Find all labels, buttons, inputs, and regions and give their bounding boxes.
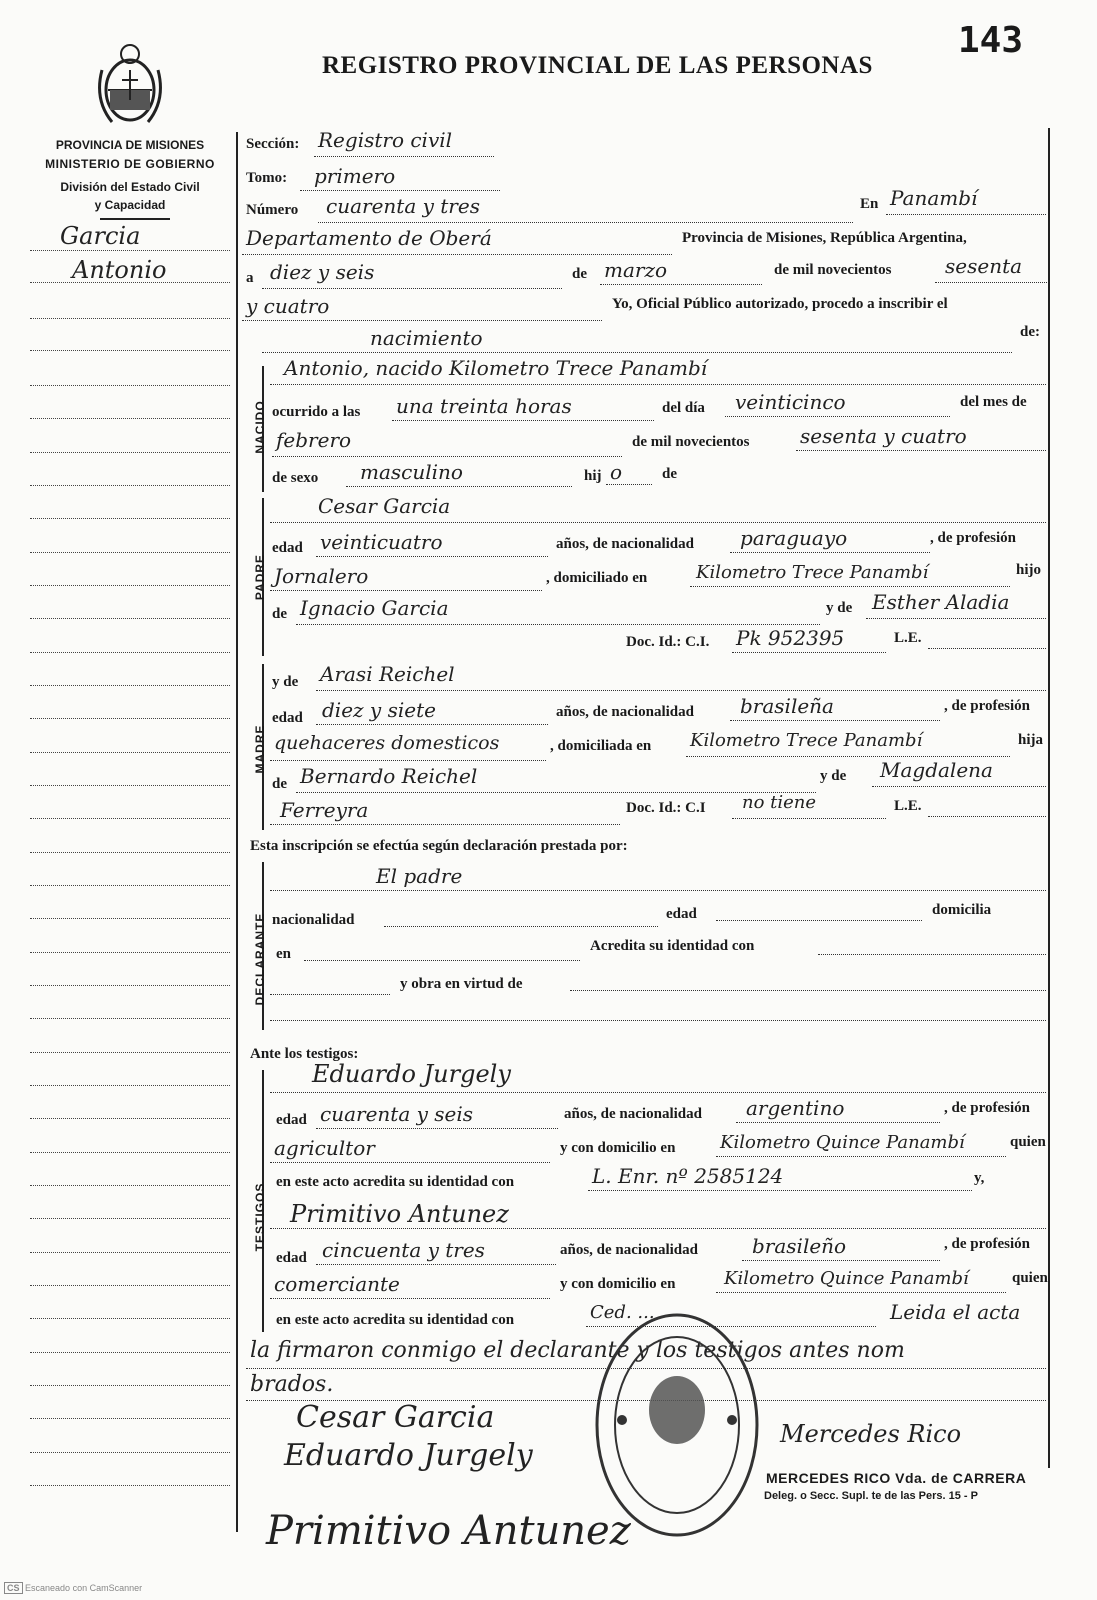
- nacido-de-label: de: [662, 466, 677, 482]
- official-stamp-name: MERCEDES RICO Vda. de CARRERA: [766, 1470, 1027, 1486]
- page-number: 143: [958, 20, 1024, 61]
- hora-value: una treinta horas: [396, 394, 572, 418]
- testigo2-edad-value: cincuenta y tres: [322, 1238, 485, 1262]
- official-stamp-role: Deleg. o Secc. Supl. te de las Pers. 15 - P: [764, 1490, 978, 1502]
- declarante-edad-label: edad: [666, 906, 697, 922]
- padre-nombre-value: Cesar Garcia: [318, 494, 451, 518]
- oficial-text: Yo, Oficial Público autorizado, procedo a inscribir el: [612, 296, 948, 312]
- anio-label: de mil novecientos: [774, 262, 892, 278]
- testigo1-nac-label: años, de nacionalidad: [564, 1106, 702, 1122]
- de-label: de: [572, 266, 587, 282]
- madre-padre-de-value: Bernardo Reichel: [300, 764, 478, 788]
- testigo2-dom-label: y con domicilio en: [560, 1276, 676, 1292]
- madre-edad-value: diez y siete: [322, 698, 436, 722]
- sexo-value: masculino: [360, 460, 463, 484]
- authority-line-2: MINISTERIO DE GOBIERNO: [45, 157, 215, 171]
- authority-line-4: y Capacidad: [94, 198, 166, 212]
- padre-edad-value: veinticuatro: [320, 530, 443, 554]
- acta-type-value: nacimiento: [370, 326, 483, 350]
- madre-doc-label: Doc. Id.: C.I: [626, 800, 706, 816]
- padre-dom-value: Kilometro Trece Panambí: [696, 562, 929, 583]
- madre-section-label: MADRE: [253, 724, 267, 774]
- signature-primitivo-antunez: Primitivo Antunez: [266, 1508, 631, 1554]
- scanner-watermark: [4, 1582, 142, 1594]
- dia-value: diez y seis: [270, 260, 375, 284]
- nacido-mes-value: febrero: [276, 428, 352, 452]
- madre-doc-value: no tiene: [742, 792, 817, 813]
- madre-edad-label: edad: [272, 710, 303, 726]
- provincia-label: Provincia de Misiones, República Argentina,: [682, 230, 967, 246]
- madre-y-de2-label: y de: [820, 768, 847, 784]
- testigo2-nac-label: años, de nacionalidad: [560, 1242, 698, 1258]
- nacido-anio-label: de mil novecientos: [632, 434, 750, 450]
- testigo1-acredita-label: en este acto acredita su identidad con: [276, 1174, 515, 1190]
- madre-prof-value: quehaceres domesticos: [274, 732, 500, 754]
- padre-edad-label: edad: [272, 540, 303, 556]
- padre-le-label: L.E.: [894, 630, 922, 646]
- left-frame-line: [236, 132, 238, 1532]
- anio-value-1: sesenta: [945, 254, 1023, 278]
- testigo2-edad-label: edad: [276, 1250, 307, 1266]
- testigo1-dom-label: y con domicilio en: [560, 1140, 676, 1156]
- padre-hijo-label: hijo: [1016, 562, 1042, 578]
- scanner-logo-icon: CS: [4, 1582, 23, 1594]
- del-mes-label: del mes de: [960, 394, 1027, 410]
- madre-madre-de-value-2: Ferreyra: [280, 798, 369, 822]
- testigo2-nombre-value: Primitivo Antunez: [290, 1200, 509, 1228]
- testigo1-y-label: y,: [974, 1170, 985, 1186]
- testigo1-nac-value: argentino: [746, 1096, 845, 1120]
- signature-eduardo-jurgely: Eduardo Jurgely: [284, 1438, 533, 1473]
- padre-y-de-label: y de: [826, 600, 853, 616]
- a-label: a: [246, 270, 254, 286]
- hij-value: o: [610, 460, 623, 484]
- padre-de-label: de: [272, 606, 287, 622]
- coat-of-arms-icon: [92, 40, 168, 132]
- declarante-dom-label: domicilia: [932, 902, 992, 918]
- nacido-nombre-value: Antonio, nacido Kilometro Trece Panambí: [284, 356, 708, 380]
- testigo2-acredita-value: Ced. ...: [590, 1302, 655, 1323]
- madre-nombre-value: Arasi Reichel: [320, 662, 455, 686]
- padre-madre-de-value: Esther Aladia: [872, 590, 1010, 614]
- hij-label: hij: [584, 468, 602, 484]
- sexo-label: de sexo: [272, 470, 319, 486]
- padre-prof-value: Jornalero: [274, 564, 369, 588]
- tomo-value: primero: [314, 164, 396, 188]
- declarante-nombre-value: El padre: [376, 864, 463, 888]
- en-label: En: [860, 196, 879, 212]
- testigo1-edad-value: cuarenta y seis: [320, 1102, 474, 1126]
- anio-value-2: y cuatro: [246, 294, 330, 318]
- madre-prof-label: , de profesión: [944, 698, 1030, 714]
- tomo-label: Tomo:: [246, 170, 288, 186]
- authority-line-1: PROVINCIA DE MISIONES: [55, 138, 205, 152]
- declarante-nac-label: nacionalidad: [272, 912, 355, 928]
- declarante-acredita-label: Acredita su identidad con: [590, 938, 755, 954]
- madre-madre-de-value: Magdalena: [880, 758, 993, 782]
- testigo2-acredita-label: en este acto acredita su identidad con: [276, 1312, 515, 1328]
- padre-padre-de-value: Ignacio Garcia: [300, 596, 449, 620]
- margin-name: Antonio: [72, 256, 167, 284]
- scanner-note: Escaneado con CamScanner: [25, 1583, 143, 1593]
- ocurrido-label: ocurrido a las: [272, 404, 361, 420]
- testigo2-prof-label: , de profesión: [944, 1236, 1030, 1252]
- testigo1-nombre-value: Eduardo Jurgely: [312, 1060, 511, 1088]
- testigos-section-label: TESTIGOS: [253, 1182, 267, 1252]
- madre-nac-value: brasileña: [740, 694, 834, 718]
- padre-nac-value: paraguayo: [740, 526, 848, 550]
- madre-hija-label: hija: [1018, 732, 1044, 748]
- madre-nac-label: años, de nacionalidad: [556, 704, 694, 720]
- authority-underline: [100, 218, 170, 220]
- mes-value: marzo: [604, 258, 668, 282]
- testigo1-edad-label: edad: [276, 1112, 307, 1128]
- testigos-intro: Ante los testigos:: [250, 1046, 359, 1062]
- authority-line-3: División del Estado Civil: [60, 180, 200, 194]
- madre-dom-label: , domiciliada en: [550, 738, 652, 754]
- testigo2-leida-value: Leida el acta: [890, 1300, 1021, 1324]
- signature-cesar-garcia: Cesar Garcia: [296, 1400, 495, 1435]
- page-title: REGISTRO PROVINCIAL DE LAS PERSONAS: [322, 52, 873, 79]
- nacido-dia-value: veinticinco: [735, 390, 846, 414]
- de-end-label: de:: [1020, 324, 1040, 340]
- padre-nac-label: años, de nacionalidad: [556, 536, 694, 552]
- seccion-label: Sección:: [246, 136, 300, 152]
- testigo1-dom-value: Kilometro Quince Panambí: [720, 1132, 965, 1153]
- seccion-value: Registro civil: [318, 128, 453, 152]
- madre-dom-value: Kilometro Trece Panambí: [690, 730, 923, 751]
- testigo2-nac-value: brasileño: [752, 1234, 847, 1258]
- numero-label: Número: [246, 202, 299, 218]
- testigo2-dom-value: Kilometro Quince Panambí: [724, 1268, 969, 1289]
- right-frame-line: [1048, 128, 1050, 1468]
- nacido-section-label: NACIDO: [253, 400, 267, 454]
- padre-section-label: PADRE: [253, 553, 267, 601]
- testigo1-prof-value: agricultor: [274, 1136, 375, 1160]
- madre-de-label: de: [272, 776, 287, 792]
- testigo2-prof-value: comerciante: [274, 1272, 400, 1296]
- padre-doc-value: Pk 952395: [736, 626, 845, 650]
- padre-prof-label: , de profesión: [930, 530, 1016, 546]
- en-value: Panambí: [890, 186, 978, 210]
- testigo2-quien-label: quien: [1012, 1270, 1048, 1286]
- nacido-anio-value: sesenta y cuatro: [800, 424, 967, 448]
- closing-line-2: brados.: [250, 1372, 334, 1397]
- margin-surname: Garcia: [60, 222, 141, 250]
- declarante-en-label: en: [276, 946, 291, 962]
- official-seal-icon: [592, 1310, 762, 1540]
- testigo1-prof-label: , de profesión: [944, 1100, 1030, 1116]
- testigo1-acredita-value: L. Enr. nº 2585124: [592, 1164, 784, 1188]
- madre-le-label: L.E.: [894, 798, 922, 814]
- closing-line-1: la firmaron conmigo el declarante y los testigos antes nom: [250, 1338, 905, 1363]
- del-dia-label: del día: [662, 400, 705, 416]
- numero-value: cuarenta y tres: [326, 194, 480, 218]
- padre-dom-label: , domiciliado en: [546, 570, 648, 586]
- signature-official: Mercedes Rico: [780, 1420, 962, 1448]
- madre-y-de-label: y de: [272, 674, 299, 690]
- declarante-intro: Esta inscripción se efectúa según declaración prestada por:: [250, 838, 628, 854]
- padre-doc-label: Doc. Id.: C.I.: [626, 634, 710, 650]
- testigo1-quien-label: quien: [1010, 1134, 1046, 1150]
- declarante-section-label: DECLARANTE: [253, 912, 267, 1006]
- departamento-value: Departamento de Oberá: [246, 226, 492, 250]
- declarante-obra-label: y obra en virtud de: [400, 976, 523, 992]
